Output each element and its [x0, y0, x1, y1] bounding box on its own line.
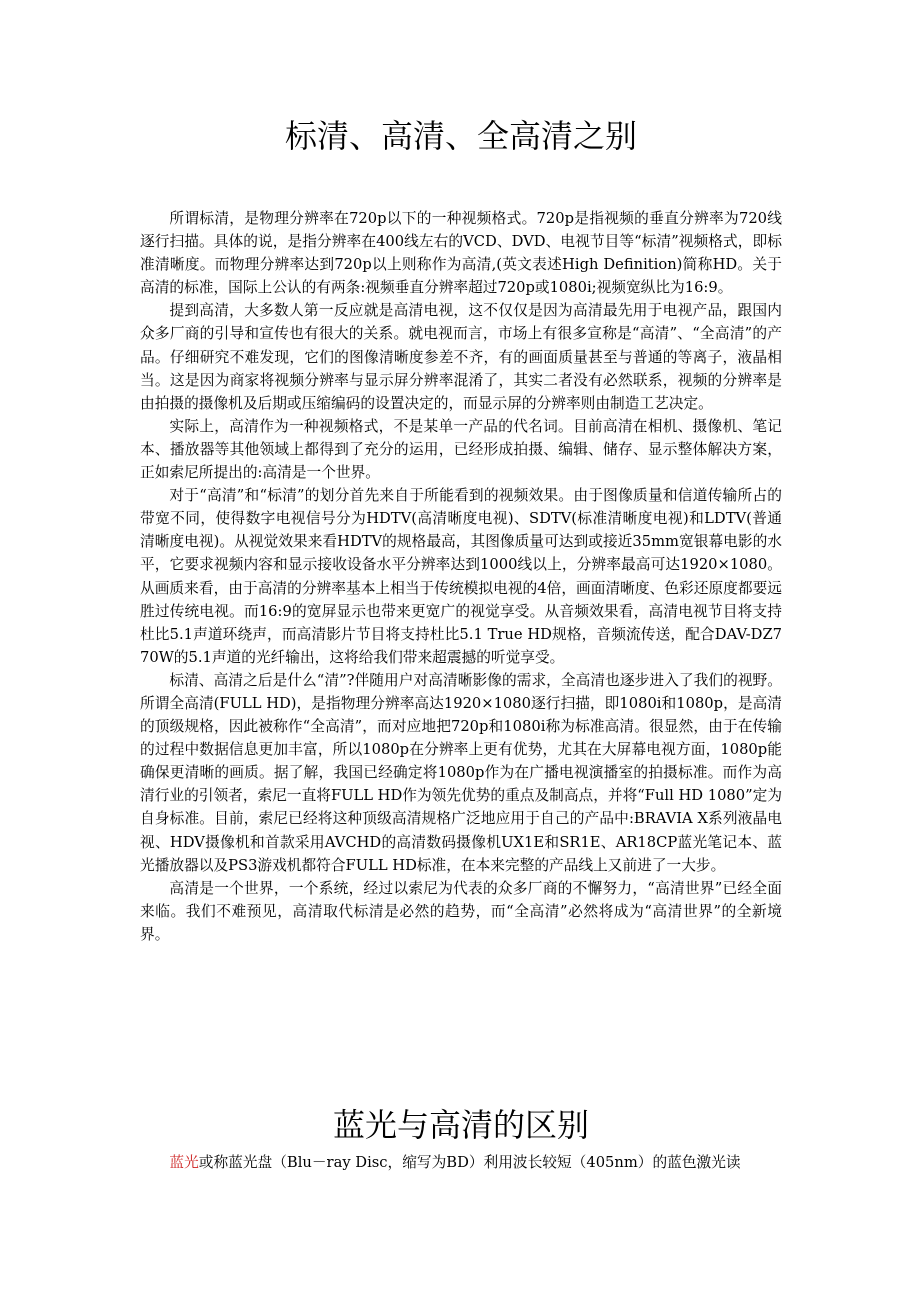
document-page: [140, 0, 782, 1302]
paragraph-bluray: [140, 1151, 782, 1174]
paragraph-hd-world: 高清是一个世界，一个系统，经过以索尼为代表的众多厂商的不懈努力，“高清世界”已经全面来临。我们不难预见，高清取代标清是必然的趋势，而“全高清”必然将成为“高清世界”的全新境界。: [140, 879, 782, 943]
paragraph-hd-vs-sd: 对于“高清”和“标清”的划分首先来自于所能看到的视频效果。由于图像质量和信道传输所占的带宽不同，使得数字电视信号分为HDTV(高清晰度电视)、SDTV(标准清晰度电视)和LDTV(普通清晰度电视)。从视觉效果来看HDTV的规格最高，其图像质量可达到或接近35mm宽银幕电影的水平，它要求视频内容和显示接收设备水平分辨率达到1000线以上，分辨率最高可达1920×1080。从画质来看，由于高清的分辨率基本上相当于传统模拟电视的4倍，画面清晰度、色彩还原度都要远胜过传统电视。而16:9的宽屏显示也带来更宽广的视觉享受。从音频效果看，高清电视节目将支持杜比5.1声道环绕声，而高清影片节目将支持杜比5.1 True HD规格，音频流传送，配合DAV-DZ770W的5.1声道的光纤输出，这将给我们带来超震撼的听觉享受。: [140, 487, 782, 666]
paragraph-hd-format: 实际上，高清作为一种视频格式，不是某单一产品的代名词。目前高清在相机、摄像机、笔记本、播放器等其他领域上都得到了充分的运用，已经形成拍摄、编辑、储存、显示整体解决方案，正如索尼所提出的:高清是一个世界。: [140, 417, 782, 482]
paragraph-full-hd: 标清、高清之后是什么“清”?伴随用户对高清晰影像的需求，全高清也逐步进入了我们的视野。所谓全高清(FULL HD)，是指物理分辨率高达1920×1080逐行扫描，即1080i和1080p，是高清的顶级规格，因此被称作“全高清”，而对应地把720p和1080i称为标准高清。很显然，由于在传输的过程中数据信息更加丰富，所以1080p在分辨率上更有优势，尤其在大屏幕电视方面，1080p能确保更清晰的画质。据了解，我国已经确定将1080p作为在广播电视演播室的拍摄标准。而作为高清行业的引领者，索尼一直将FULL HD作为领先优势的重点及制高点，并将“Full HD 1080”定为自身标准。目前，索尼已经将这种顶级高清规格广泛地应用于自己的产品中:BRAVIA X系列液晶电视、HDV摄像机和首款采用AVCHD的高清数码摄像机UX1E和SR1E、AR18CP蓝光笔记本、蓝光播放器以及PS3游戏机都符合FULL HD标准，在本来完整的产品线上又前进了一大步。: [140, 671, 783, 874]
article-body: [140, 207, 782, 946]
paragraph-hd-tv: 提到高清，大多数人第一反应就是高清电视，这不仅仅是因为高清最先用于电视产品，跟国内众多厂商的引导和宣传也有很大的关系。就电视而言，市场上有很多宣称是“高清”、“全高清”的产品。仔细研究不难发现，它们的图像清晰度参差不齐，有的画面质量甚至与普通的等离子，液晶相当。这是因为商家将视频分辨率与显示屏分辨率混淆了，其实二者没有必然联系，视频的分辨率是由拍摄的摄像机及后期或压缩编码的设置决定的，而显示屏的分辨率则由制造工艺决定。: [140, 302, 782, 412]
section-title-bluray: 蓝光与高清的区别: [332, 1106, 589, 1144]
bluray-paragraph-text: 或称蓝光盘（Blu－ray Disc，缩写为BD）利用波长较短（405nm）的蓝色激光读: [198, 1154, 741, 1171]
paragraph-standard-definition: 所谓标清，是物理分辨率在720p以下的一种视频格式。720p是指视频的垂直分辨率为720线逐行扫描。具体的说，是指分辨率在400线左右的VCD、DVD、电视节目等“标清”视频格式，即标准清晰度。而物理分辨率达到720p以上则称作为高清,(英文表述High Definition)简称HD。关于高清的标准，国际上公认的有两条:视频垂直分辨率超过720p或1080i;视频宽纵比为16:9。: [140, 210, 782, 297]
bluray-section-body: [140, 1151, 782, 1174]
bluray-highlight-term: 蓝光: [169, 1154, 199, 1171]
document-title: 标清、高清、全高清之别: [284, 117, 637, 155]
